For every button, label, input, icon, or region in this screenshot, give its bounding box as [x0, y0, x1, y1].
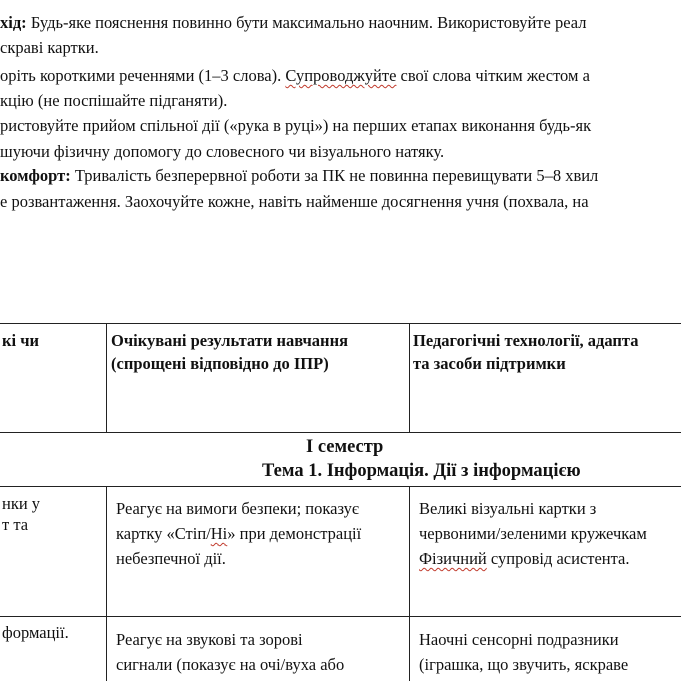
table-divider-col1	[106, 323, 107, 432]
row1-col2-line1: Реагує на вимоги безпеки; показує	[116, 499, 359, 518]
paragraph-text: оріть короткими реченнями (1–3 слова).	[0, 66, 286, 85]
row1-col3-text: супровід асистента.	[486, 549, 630, 568]
spellcheck-word[interactable]: Фізичний	[419, 549, 487, 568]
row2-col2-line2: сигнали (показує на очі/вуха або	[116, 655, 345, 674]
paragraph-line-8: е розвантаження. Заохочуйте кожне, навіть найменше досягнення учня (похвала, на	[0, 192, 589, 211]
table-border-topic-bottom	[0, 486, 681, 487]
paragraph-text: Тривалість безперервної роботи за ПК не повинна перевищувати 5–8 хвил	[70, 166, 599, 185]
row2-col3-line1: Наочні сенсорні подразники	[419, 630, 619, 649]
paragraph-label: хід:	[0, 13, 27, 32]
topic-title: Тема 1. Інформація. Дії з інформацією	[262, 461, 581, 481]
semester-title: І семестр	[306, 437, 384, 457]
table-header-col1: кі чи	[2, 331, 40, 350]
table-header-col2-line1: Очікувані результати навчання	[111, 331, 349, 350]
row1-col3-line3	[419, 547, 630, 571]
table-divider-col2	[409, 323, 410, 432]
table-border-row1-bottom	[0, 616, 681, 617]
paragraph-text: свої слова чітким жестом а	[396, 66, 590, 85]
spellcheck-word[interactable]: Ні	[210, 524, 228, 543]
table-divider-col2	[409, 486, 410, 681]
row1-col1-line2: т та	[2, 515, 29, 534]
row1-col2-text: » при демонстрації	[227, 524, 362, 543]
row1-col2-text: картку «Стіп/	[116, 524, 211, 543]
paragraph-line-1	[0, 12, 586, 34]
paragraph-line-3	[0, 65, 590, 87]
table-divider-col1	[106, 486, 107, 681]
paragraph-line-5: ристовуйте прийом спільної дії («рука в руці») на перших етапах виконання будь-як	[0, 116, 592, 135]
paragraph-text: Будь-яке пояснення повинно бути максимально наочним. Використовуйте реал	[26, 13, 587, 32]
paragraph-label: комфорт:	[0, 166, 71, 185]
row2-col2-line1: Реагує на звукові та зорові	[116, 630, 303, 649]
spellcheck-word[interactable]: Супроводжуйте	[285, 66, 397, 85]
row1-col2-line2	[116, 522, 361, 546]
row2-col1-line1: формації.	[2, 623, 69, 642]
paragraph-line-6: шуючи фізичну допомогу до словесного чи візуального натяку.	[0, 142, 445, 161]
table-header-col3-line1: Педагогічні технології, адапта	[413, 331, 639, 350]
table-border-top	[0, 323, 681, 324]
table-header-col2-line2: (спрощені відповідно до ІПР)	[111, 354, 329, 373]
paragraph-line-2: скраві картки.	[0, 38, 99, 57]
row2-col3-line2: (іграшка, що звучить, яскраве	[419, 655, 629, 674]
row1-col2-line3: небезпечної дії.	[116, 549, 226, 568]
paragraph-line-7	[0, 165, 598, 187]
row1-col1-line1: нки у	[2, 494, 41, 513]
paragraph-line-4: кцію (не поспішайте підганяти).	[0, 91, 228, 110]
row1-col3-line2: червоними/зеленими кружечкам	[419, 524, 647, 543]
row1-col3-line1: Великі візуальні картки з	[419, 499, 597, 518]
table-header-col3-line2: та засоби підтримки	[413, 354, 566, 373]
table-border-header-bottom	[0, 432, 681, 433]
